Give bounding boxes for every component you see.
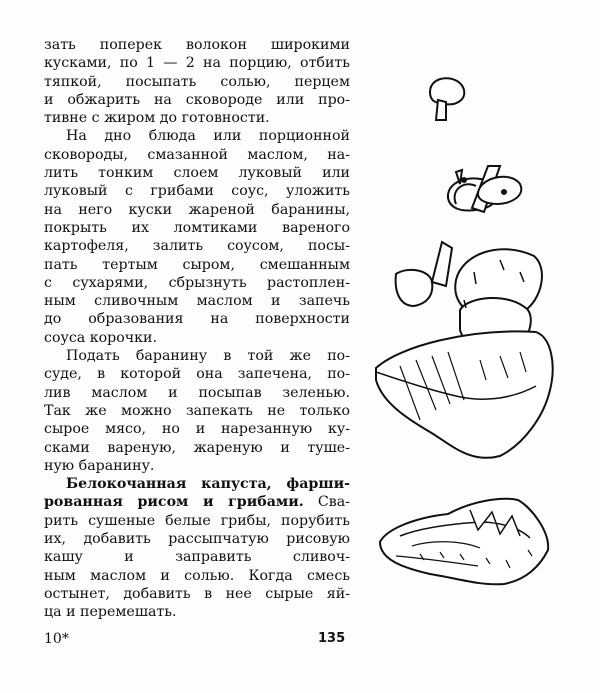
text-line: кусками, по 1 — 2 на порцию, отбить	[44, 55, 350, 72]
text-line: и обжарить на сковороде или про-	[44, 91, 350, 108]
text-line: до образования на поверхности	[44, 311, 350, 328]
text-line: пать тертым сыром, смешанным	[44, 256, 350, 273]
text-line: Подать баранину в той же по-	[66, 348, 350, 365]
text-line: тивне с жиром до готовности.	[44, 110, 270, 127]
text-line: ным сливочным маслом и запечь	[44, 293, 350, 310]
text-line: сырое мясо, но и нарезанную ку-	[44, 421, 350, 438]
text-line-part: Сва-	[317, 494, 350, 511]
text-line: картофеля, залить соусом, посы-	[44, 238, 350, 255]
stuffed-cabbage-illustration	[380, 499, 548, 585]
text-line: ным маслом и солью. Когда смесь	[44, 567, 350, 584]
text-line	[44, 493, 350, 511]
text-line: кашу и заправить сливоч-	[44, 549, 350, 566]
mushroom-group-illustration	[448, 166, 521, 212]
paragraph	[44, 127, 350, 347]
paragraph	[44, 347, 350, 475]
text-line: с сухарями, сбрызнуть растоплен-	[44, 274, 350, 291]
text-line: покрыть их ломтиками вареного	[44, 219, 350, 236]
text-line: ца и перемешать.	[44, 604, 177, 621]
meat-potato-illustration	[376, 242, 553, 458]
paragraph	[44, 36, 350, 127]
mushroom-illustration	[430, 78, 464, 120]
text-line: На дно блюда или порционной	[66, 128, 350, 145]
illustration-column	[360, 60, 560, 600]
text-line: суде, в которой она запечена, по-	[44, 366, 350, 383]
signature-mark: 10*	[44, 631, 69, 647]
text-column	[44, 36, 350, 622]
text-line: луковый с грибами соус, уложить	[44, 183, 350, 200]
text-line: зать поперек волокон широкими	[44, 37, 350, 53]
recipe-title-line: рованная рисом и грибами.	[44, 494, 304, 511]
text-line: Так же можно запекать не только	[44, 402, 350, 419]
text-line: их, добавить рассыпчатую рисовую	[44, 531, 350, 548]
text-line: сками вареную, жареную и туше-	[44, 439, 350, 456]
text-line: тяпкой, посыпать солью, перцем	[44, 73, 350, 90]
recipe-title-line: Белокочанная капуста, фарши-	[66, 476, 350, 493]
page-number: 135	[318, 631, 346, 646]
text-line: лив маслом и посыпав зеленью.	[44, 384, 350, 401]
text-line: сковороды, смазанной маслом, на-	[44, 146, 350, 163]
recipe-paragraph	[44, 475, 350, 621]
text-line: ную баранину.	[44, 457, 155, 474]
text-line: остынет, добавить в нее сырые яй-	[44, 585, 350, 602]
text-line: на него куски жареной баранины,	[44, 201, 350, 218]
text-line: соуса корочки.	[44, 329, 157, 346]
text-line: лить тонким слоем луковый или	[44, 165, 350, 182]
text-line: рить сушеные белые грибы, порубить	[44, 512, 350, 529]
